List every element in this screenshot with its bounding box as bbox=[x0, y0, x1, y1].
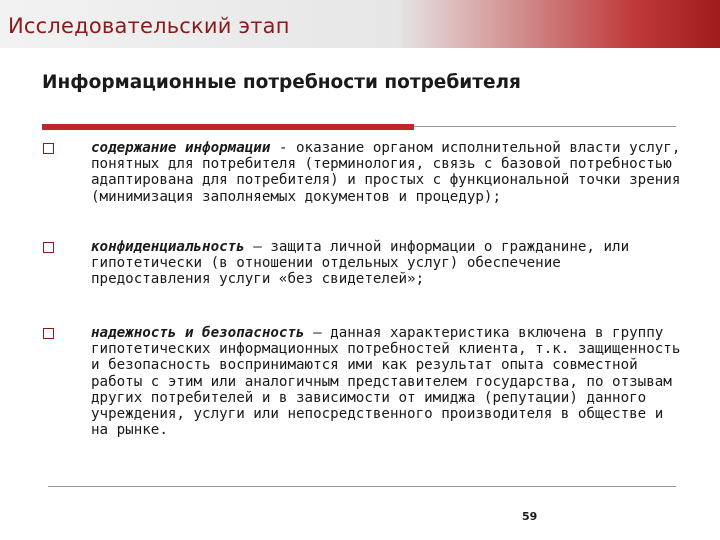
list-item-description: – данная характеристика включена в группу гипотетических информационных потребностей клиента, т.к. защищенность и безопасность воспринимаются ими как результат опыта совместной работы с этим или аналогичным представителем государства, по отзывам других потребителей и в зависимости от имиджа (репутации) данного учреждения, услуги или непосредственного производителя в обществе и на рынке. bbox=[91, 325, 681, 439]
accent-rule bbox=[42, 124, 414, 130]
list-item-text bbox=[91, 325, 681, 438]
page-number: 59 bbox=[522, 510, 538, 523]
square-bullet-icon bbox=[43, 328, 54, 339]
list-item-term: надежность и безопасность bbox=[91, 325, 305, 341]
list-item-text bbox=[91, 140, 681, 205]
list-item-term: содержание информации bbox=[91, 140, 271, 156]
divider-top bbox=[414, 126, 676, 127]
list-item-text bbox=[91, 239, 681, 288]
slide-section-title: Исследовательский этап bbox=[8, 14, 290, 38]
list-item-term: конфиденциальность bbox=[91, 239, 245, 255]
title-bar bbox=[0, 0, 720, 48]
square-bullet-icon bbox=[43, 143, 54, 154]
square-bullet-icon bbox=[43, 242, 54, 253]
divider-bottom bbox=[48, 486, 676, 487]
list-item-description: – защита личной информации о гражданине, или гипотетически (в отношении отдельных услуг) обеспечение предоставления услуги «без свидетелей»; bbox=[91, 239, 630, 288]
slide-heading: Информационные потребности потребителя bbox=[42, 72, 521, 93]
list-item-description: - оказание органом исполнительной власти услуг, понятных для потребителя (терминология, связь с базовой потребностью адаптирована для потребителя) и простых с функциональной точки зрения (минимизация заполняемых документов и процедур); bbox=[91, 140, 681, 205]
